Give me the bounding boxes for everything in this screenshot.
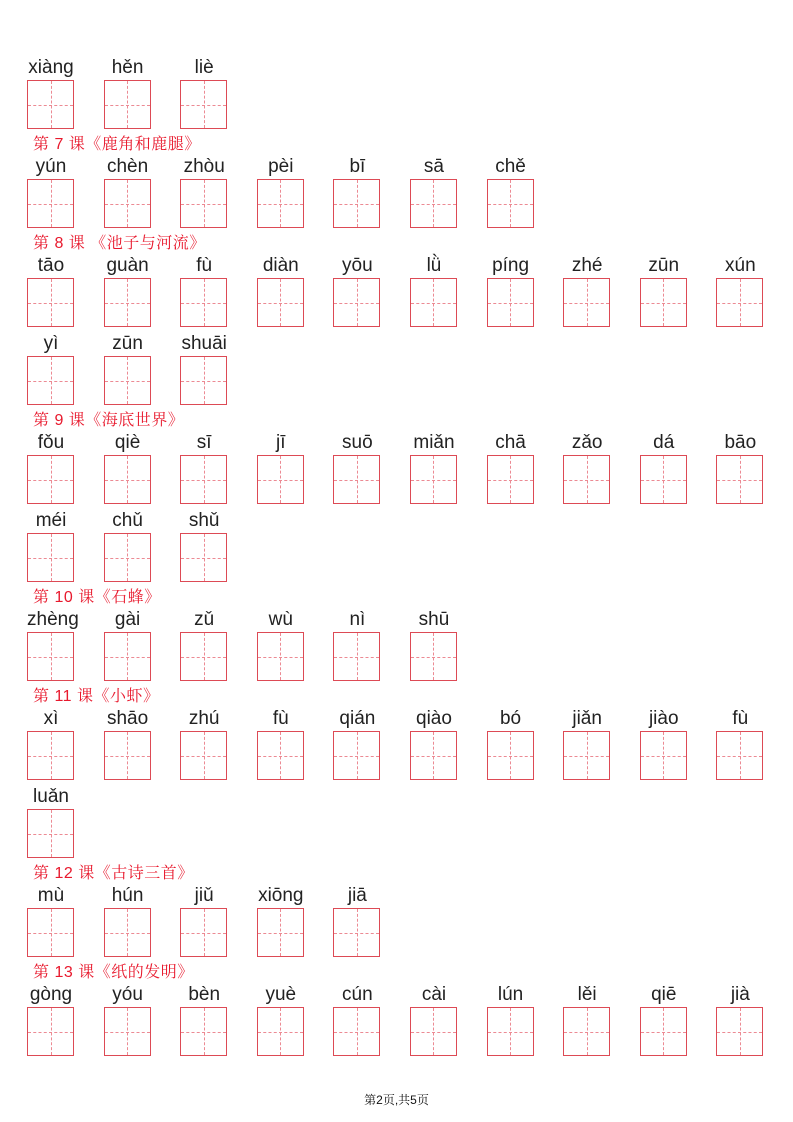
- character-cell: [333, 255, 381, 327]
- box-vertical-guide-line: [204, 279, 205, 326]
- pinyin-label: xiōng: [258, 885, 304, 906]
- box-vertical-guide-line: [510, 732, 511, 779]
- pinyin-label: yún: [35, 156, 67, 177]
- pinyin-label: nì: [349, 609, 366, 630]
- pinyin-box-row: [27, 255, 793, 327]
- box-vertical-guide-line: [433, 180, 434, 227]
- box-vertical-guide-line: [587, 456, 588, 503]
- character-writing-box: [410, 455, 457, 504]
- box-vertical-guide-line: [204, 1008, 205, 1055]
- character-writing-box: [27, 632, 74, 681]
- character-cell: [257, 156, 305, 228]
- character-cell: [27, 708, 75, 780]
- character-writing-box: [640, 1007, 687, 1056]
- character-writing-box: [257, 455, 304, 504]
- character-writing-box: [333, 908, 380, 957]
- box-vertical-guide-line: [127, 81, 128, 128]
- character-cell: [27, 432, 75, 504]
- character-writing-box: [716, 731, 763, 780]
- character-writing-box: [333, 1007, 380, 1056]
- character-writing-box: [487, 278, 534, 327]
- character-cell: [716, 984, 764, 1056]
- pinyin-label: zūn: [648, 255, 680, 276]
- box-vertical-guide-line: [204, 357, 205, 404]
- character-cell: [27, 984, 75, 1056]
- character-cell: [563, 708, 611, 780]
- box-vertical-guide-line: [357, 1008, 358, 1055]
- box-vertical-guide-line: [510, 279, 511, 326]
- box-vertical-guide-line: [433, 456, 434, 503]
- pinyin-label: qiè: [114, 432, 141, 453]
- pinyin-label: lún: [497, 984, 524, 1005]
- box-vertical-guide-line: [127, 732, 128, 779]
- character-cell: [333, 984, 381, 1056]
- box-vertical-guide-line: [280, 279, 281, 326]
- character-writing-box: [180, 632, 227, 681]
- pinyin-label: luǎn: [33, 786, 69, 807]
- character-writing-box: [180, 80, 227, 129]
- box-vertical-guide-line: [357, 456, 358, 503]
- character-writing-box: [410, 1007, 457, 1056]
- box-vertical-guide-line: [740, 732, 741, 779]
- box-vertical-guide-line: [127, 1008, 128, 1055]
- pinyin-label: jià: [730, 984, 750, 1005]
- character-cell: [257, 609, 305, 681]
- box-vertical-guide-line: [51, 81, 52, 128]
- pinyin-label: chā: [495, 432, 526, 453]
- character-writing-box: [104, 356, 151, 405]
- character-cell: [333, 432, 381, 504]
- box-vertical-guide-line: [127, 534, 128, 581]
- pinyin-label: chě: [495, 156, 526, 177]
- character-writing-box: [180, 356, 227, 405]
- box-vertical-guide-line: [204, 909, 205, 956]
- character-writing-box: [180, 533, 227, 582]
- character-writing-box: [180, 278, 227, 327]
- character-cell: [104, 57, 152, 129]
- box-vertical-guide-line: [357, 732, 358, 779]
- pinyin-label: jiǎn: [572, 708, 602, 729]
- box-vertical-guide-line: [433, 732, 434, 779]
- pinyin-box-row: [27, 333, 793, 405]
- pinyin-label: yōu: [342, 255, 373, 276]
- character-cell: [27, 510, 75, 582]
- character-cell: [27, 885, 75, 957]
- character-cell: [716, 708, 764, 780]
- character-cell: [716, 432, 764, 504]
- pinyin-label: guàn: [106, 255, 149, 276]
- character-writing-box: [104, 731, 151, 780]
- character-writing-box: [257, 278, 304, 327]
- character-writing-box: [104, 80, 151, 129]
- box-vertical-guide-line: [127, 909, 128, 956]
- box-vertical-guide-line: [51, 180, 52, 227]
- box-vertical-guide-line: [51, 732, 52, 779]
- character-writing-box: [27, 179, 74, 228]
- character-cell: [333, 609, 381, 681]
- character-cell: [640, 984, 688, 1056]
- character-writing-box: [333, 455, 380, 504]
- pinyin-box-row: [27, 786, 793, 858]
- character-writing-box: [333, 632, 380, 681]
- character-writing-box: [487, 1007, 534, 1056]
- box-vertical-guide-line: [510, 180, 511, 227]
- character-cell: [180, 510, 228, 582]
- character-cell: [104, 510, 152, 582]
- character-writing-box: [257, 731, 304, 780]
- pinyin-label: xiàng: [28, 57, 74, 78]
- box-vertical-guide-line: [51, 909, 52, 956]
- character-cell: [257, 255, 305, 327]
- character-cell: [410, 984, 458, 1056]
- box-vertical-guide-line: [204, 732, 205, 779]
- box-vertical-guide-line: [51, 456, 52, 503]
- pinyin-label: zūn: [112, 333, 143, 354]
- character-cell: [180, 984, 228, 1056]
- box-vertical-guide-line: [433, 1008, 434, 1055]
- box-vertical-guide-line: [280, 180, 281, 227]
- pinyin-label: qián: [339, 708, 376, 729]
- character-cell: [104, 333, 152, 405]
- character-writing-box: [104, 278, 151, 327]
- character-writing-box: [27, 1007, 74, 1056]
- character-writing-box: [27, 455, 74, 504]
- character-cell: [104, 432, 152, 504]
- pinyin-label: jiā: [347, 885, 367, 906]
- character-cell: [640, 432, 688, 504]
- pinyin-label: miǎn: [413, 432, 455, 453]
- character-cell: [640, 708, 688, 780]
- box-vertical-guide-line: [204, 81, 205, 128]
- pinyin-box-row: [27, 510, 793, 582]
- character-cell: [27, 156, 75, 228]
- pinyin-box-row: [27, 885, 793, 957]
- pinyin-label: fǒu: [37, 432, 65, 453]
- pinyin-label: jiǔ: [194, 885, 214, 906]
- character-writing-box: [640, 731, 687, 780]
- pinyin-box-row: [27, 609, 793, 681]
- pinyin-box-row: [27, 984, 793, 1056]
- box-vertical-guide-line: [51, 810, 52, 857]
- character-writing-box: [716, 1007, 763, 1056]
- box-vertical-guide-line: [51, 1008, 52, 1055]
- character-cell: [410, 609, 458, 681]
- character-cell: [333, 885, 381, 957]
- box-vertical-guide-line: [587, 1008, 588, 1055]
- pinyin-label: gòng: [29, 984, 73, 1005]
- pinyin-label: bī: [349, 156, 366, 177]
- pinyin-label: qiào: [416, 708, 452, 729]
- pinyin-label: sā: [423, 156, 444, 177]
- pinyin-label: diàn: [262, 255, 299, 276]
- character-cell: [257, 885, 305, 957]
- pinyin-label: zhé: [571, 255, 603, 276]
- character-cell: [333, 708, 381, 780]
- character-writing-box: [257, 1007, 304, 1056]
- box-vertical-guide-line: [587, 279, 588, 326]
- character-cell: [180, 708, 228, 780]
- pinyin-box-row: [27, 708, 793, 780]
- lesson-heading: 第 7 课《鹿角和鹿腿》: [33, 136, 201, 153]
- character-writing-box: [27, 533, 74, 582]
- pinyin-label: xì: [43, 708, 59, 729]
- pinyin-label: wù: [268, 609, 293, 630]
- pinyin-label: lǜ: [426, 255, 442, 276]
- character-writing-box: [104, 908, 151, 957]
- box-vertical-guide-line: [204, 534, 205, 581]
- box-vertical-guide-line: [280, 633, 281, 680]
- character-cell: [27, 609, 79, 681]
- box-vertical-guide-line: [587, 732, 588, 779]
- character-cell: [410, 432, 458, 504]
- pinyin-label: chǔ: [112, 510, 143, 531]
- character-writing-box: [410, 179, 457, 228]
- pinyin-label: bó: [499, 708, 522, 729]
- character-writing-box: [27, 809, 74, 858]
- character-writing-box: [487, 179, 534, 228]
- box-vertical-guide-line: [51, 279, 52, 326]
- box-vertical-guide-line: [357, 279, 358, 326]
- character-writing-box: [180, 1007, 227, 1056]
- box-vertical-guide-line: [663, 456, 664, 503]
- character-writing-box: [410, 278, 457, 327]
- pinyin-label: lěi: [577, 984, 597, 1005]
- character-cell: [333, 156, 381, 228]
- pinyin-box-row: [27, 156, 793, 228]
- character-cell: [563, 984, 611, 1056]
- character-writing-box: [410, 731, 457, 780]
- character-writing-box: [104, 179, 151, 228]
- pinyin-label: jī: [276, 432, 286, 453]
- character-cell: [27, 57, 75, 129]
- pinyin-label: chèn: [106, 156, 149, 177]
- character-writing-box: [640, 278, 687, 327]
- character-cell: [104, 708, 152, 780]
- pinyin-label: dá: [653, 432, 675, 453]
- character-writing-box: [27, 356, 74, 405]
- character-writing-box: [716, 278, 763, 327]
- character-writing-box: [257, 179, 304, 228]
- character-cell: [257, 984, 305, 1056]
- character-writing-box: [180, 455, 227, 504]
- character-writing-box: [333, 179, 380, 228]
- pinyin-label: jiào: [648, 708, 679, 729]
- lesson-heading: 第 9 课《海底世界》: [33, 412, 185, 429]
- character-cell: [716, 255, 764, 327]
- box-vertical-guide-line: [510, 1008, 511, 1055]
- box-vertical-guide-line: [740, 456, 741, 503]
- pinyin-label: fù: [196, 255, 213, 276]
- pinyin-label: zhòu: [183, 156, 225, 177]
- pinyin-label: xún: [725, 255, 756, 276]
- character-cell: [27, 255, 75, 327]
- box-vertical-guide-line: [127, 456, 128, 503]
- box-vertical-guide-line: [663, 1008, 664, 1055]
- character-writing-box: [104, 455, 151, 504]
- box-vertical-guide-line: [663, 732, 664, 779]
- pinyin-label: qiē: [651, 984, 677, 1005]
- box-vertical-guide-line: [51, 357, 52, 404]
- box-vertical-guide-line: [433, 279, 434, 326]
- character-cell: [410, 708, 458, 780]
- character-writing-box: [27, 80, 74, 129]
- pinyin-label: shuāi: [181, 333, 227, 354]
- character-cell: [180, 255, 228, 327]
- box-vertical-guide-line: [280, 1008, 281, 1055]
- pinyin-box-row: [27, 432, 793, 504]
- character-cell: [104, 609, 152, 681]
- pinyin-label: hěn: [111, 57, 144, 78]
- pinyin-label: sī: [196, 432, 212, 453]
- character-cell: [487, 255, 535, 327]
- pinyin-label: suō: [342, 432, 373, 453]
- pinyin-label: tāo: [37, 255, 65, 276]
- pinyin-label: fù: [732, 708, 749, 729]
- character-cell: [410, 255, 458, 327]
- character-cell: [563, 255, 611, 327]
- character-writing-box: [180, 731, 227, 780]
- character-cell: [410, 156, 458, 228]
- pinyin-label: liè: [194, 57, 214, 78]
- pinyin-label: mù: [37, 885, 65, 906]
- character-writing-box: [563, 1007, 610, 1056]
- character-writing-box: [640, 455, 687, 504]
- character-writing-box: [104, 1007, 151, 1056]
- character-cell: [104, 255, 152, 327]
- character-cell: [180, 885, 228, 957]
- pinyin-label: cài: [421, 984, 447, 1005]
- pinyin-label: bāo: [724, 432, 757, 453]
- box-vertical-guide-line: [204, 180, 205, 227]
- character-writing-box: [257, 632, 304, 681]
- pinyin-label: cún: [342, 984, 373, 1005]
- pinyin-label: zhú: [188, 708, 220, 729]
- box-vertical-guide-line: [280, 732, 281, 779]
- pinyin-box-row: [27, 57, 793, 129]
- pinyin-label: shāo: [106, 708, 149, 729]
- character-cell: [180, 609, 228, 681]
- character-writing-box: [410, 632, 457, 681]
- character-cell: [180, 57, 228, 129]
- pinyin-label: shū: [418, 609, 450, 630]
- character-cell: [257, 432, 305, 504]
- character-cell: [487, 432, 535, 504]
- character-cell: [563, 432, 611, 504]
- character-cell: [27, 786, 75, 858]
- box-vertical-guide-line: [357, 180, 358, 227]
- pinyin-label: gài: [114, 609, 141, 630]
- pinyin-label: zǎo: [571, 432, 603, 453]
- character-writing-box: [563, 455, 610, 504]
- box-vertical-guide-line: [51, 534, 52, 581]
- character-cell: [27, 333, 75, 405]
- pinyin-label: zǔ: [194, 609, 215, 630]
- pinyin-label: hún: [111, 885, 144, 906]
- box-vertical-guide-line: [51, 633, 52, 680]
- character-cell: [180, 156, 228, 228]
- character-writing-box: [563, 278, 610, 327]
- pinyin-label: shǔ: [188, 510, 220, 531]
- character-writing-box: [180, 179, 227, 228]
- box-vertical-guide-line: [204, 456, 205, 503]
- pinyin-label: yì: [43, 333, 59, 354]
- character-writing-box: [27, 278, 74, 327]
- lesson-heading: 第 13 课《纸的发明》: [33, 964, 194, 981]
- character-cell: [257, 708, 305, 780]
- box-vertical-guide-line: [357, 633, 358, 680]
- character-writing-box: [333, 278, 380, 327]
- character-writing-box: [487, 731, 534, 780]
- box-vertical-guide-line: [740, 1008, 741, 1055]
- character-cell: [180, 432, 228, 504]
- character-cell: [487, 156, 535, 228]
- pinyin-label: pèi: [268, 156, 294, 177]
- character-writing-box: [27, 908, 74, 957]
- box-vertical-guide-line: [127, 357, 128, 404]
- character-writing-box: [716, 455, 763, 504]
- character-writing-box: [333, 731, 380, 780]
- character-writing-box: [104, 533, 151, 582]
- lesson-heading: 第 8 课 《池子与河流》: [33, 235, 206, 252]
- pinyin-label: píng: [492, 255, 530, 276]
- pinyin-label: yuè: [265, 984, 297, 1005]
- lesson-heading: 第 11 课《小虾》: [33, 688, 160, 705]
- box-vertical-guide-line: [433, 633, 434, 680]
- character-cell: [104, 885, 152, 957]
- character-writing-box: [257, 908, 304, 957]
- character-writing-box: [487, 455, 534, 504]
- lesson-heading: 第 12 课《古诗三首》: [33, 865, 194, 882]
- pinyin-label: yóu: [112, 984, 143, 1005]
- character-cell: [487, 984, 535, 1056]
- box-vertical-guide-line: [510, 456, 511, 503]
- character-writing-box: [27, 731, 74, 780]
- lesson-heading: 第 10 课《石蜂》: [33, 589, 161, 606]
- box-vertical-guide-line: [357, 909, 358, 956]
- character-cell: [104, 156, 152, 228]
- box-vertical-guide-line: [280, 909, 281, 956]
- box-vertical-guide-line: [663, 279, 664, 326]
- character-writing-box: [104, 632, 151, 681]
- character-writing-box: [563, 731, 610, 780]
- box-vertical-guide-line: [127, 279, 128, 326]
- box-vertical-guide-line: [127, 633, 128, 680]
- pinyin-label: fù: [272, 708, 289, 729]
- pinyin-label: zhèng: [27, 609, 79, 630]
- box-vertical-guide-line: [280, 456, 281, 503]
- page-number-footer: 第2页,共5页: [364, 1093, 429, 1107]
- character-cell: [180, 333, 228, 405]
- character-cell: [640, 255, 688, 327]
- character-cell: [104, 984, 152, 1056]
- box-vertical-guide-line: [204, 633, 205, 680]
- box-vertical-guide-line: [740, 279, 741, 326]
- pinyin-label: méi: [35, 510, 67, 531]
- character-writing-box: [180, 908, 227, 957]
- character-cell: [487, 708, 535, 780]
- pinyin-label: bèn: [188, 984, 221, 1005]
- box-vertical-guide-line: [127, 180, 128, 227]
